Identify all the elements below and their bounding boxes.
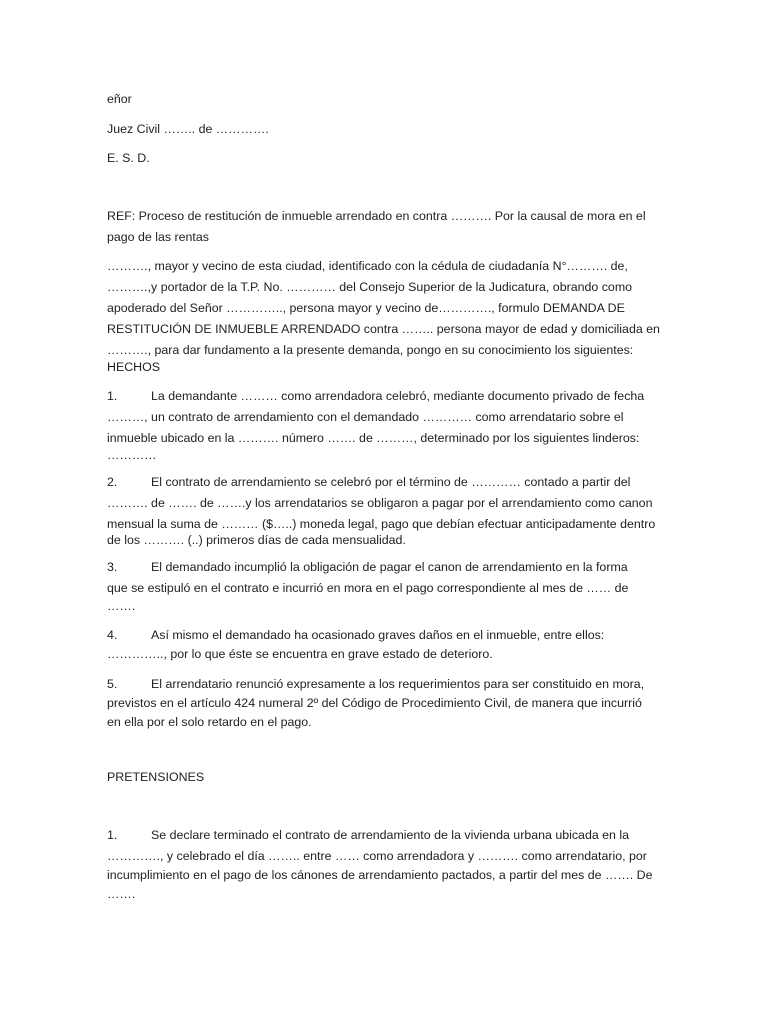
judge-line: Juez Civil …….. de …………. [107, 122, 269, 136]
intro-line: apoderado del Señor ………….., persona mayor y vecino de…………., formulo DEMANDA DE [107, 301, 625, 315]
intro-line: RESTITUCIÓN DE INMUEBLE ARRENDADO contra …….. persona mayor de edad y domiciliada en [107, 322, 660, 336]
hechos-heading: HECHOS [107, 360, 161, 374]
hecho-number: 5. [107, 677, 118, 691]
pretension-line: ……. [107, 887, 136, 901]
ref-line: pago de las rentas [107, 230, 209, 244]
intro-line: ………., mayor y vecino de esta ciudad, identificado con la cédula de ciudadanía N°………. de, [107, 259, 628, 273]
hecho-line: mensual la suma de ……… ($…..) moneda legal, pago que debían efectuar anticipadamente dentro [107, 517, 656, 531]
esd-line: E. S. D. [107, 151, 150, 165]
hecho-line: El arrendatario renunció expresamente a los requerimientos para ser constituido en mora, [151, 677, 645, 691]
intro-line: ………., para dar fundamento a la presente demanda, pongo en su conocimiento los siguientes: [107, 343, 634, 357]
hecho-number: 1. [107, 389, 118, 403]
hecho-line: inmueble ubicado en la ………. número ……. de ………, determinado por los siguientes linderos: [107, 431, 640, 445]
hecho-line: que se estipuló en el contrato e incurrió en mora en el pago correspondiente al mes de …… de [107, 581, 629, 595]
hecho-line: en ella por el solo retardo en el pago. [107, 715, 312, 729]
intro-line: ……….,y portador de la T.P. No. ………… del Consejo Superior de la Judicatura, obrando como [107, 280, 633, 294]
pretension-line: Se declare terminado el contrato de arrendamiento de la vivienda urbana ubicada en la [151, 828, 630, 842]
greeting: eñor [107, 92, 132, 106]
pretension-line: incumplimiento en el pago de los cánones de arrendamiento pactados, a partir del mes de ……. De [107, 868, 653, 882]
hecho-line: ………….., por lo que éste se encuentra en grave estado de deterioro. [107, 647, 493, 661]
hecho-line: ………. de ……. de …….y los arrendatarios se obligaron a pagar por el arrendamiento como canon [107, 496, 653, 510]
hecho-number: 4. [107, 628, 118, 642]
hecho-line: ……. [107, 599, 136, 613]
hecho-line: ………, un contrato de arrendamiento con el demandado ………… como arrendatario sobre el [107, 410, 624, 424]
hecho-line: El contrato de arrendamiento se celebró por el término de ………… contado a partir del [151, 475, 631, 489]
pretensiones-heading: PRETENSIONES [107, 770, 205, 784]
ref-line: REF: Proceso de restitución de inmueble arrendado en contra ………. Por la causal de mora en el [107, 209, 646, 223]
hecho-line: previstos en el artículo 424 numeral 2º del Código de Procedimiento Civil, de manera que incurrió [107, 696, 642, 710]
pretension-number: 1. [107, 828, 118, 842]
hecho-number: 3. [107, 560, 118, 574]
hecho-line: ………… [107, 448, 157, 462]
hecho-line: La demandante ……… como arrendadora celebró, mediante documento privado de fecha [151, 389, 645, 403]
hecho-line: El demandado incumplió la obligación de pagar el canon de arrendamiento en la forma [151, 560, 628, 574]
pretension-line: …………., y celebrado el día …….. entre …… como arrendadora y ………. como arrendatario, por [107, 849, 647, 863]
hecho-line: Así mismo el demandado ha ocasionado graves daños en el inmueble, entre ellos: [151, 628, 605, 642]
hecho-number: 2. [107, 475, 118, 489]
hecho-line: de los ………. (..) primeros días de cada mensualidad. [107, 533, 406, 547]
